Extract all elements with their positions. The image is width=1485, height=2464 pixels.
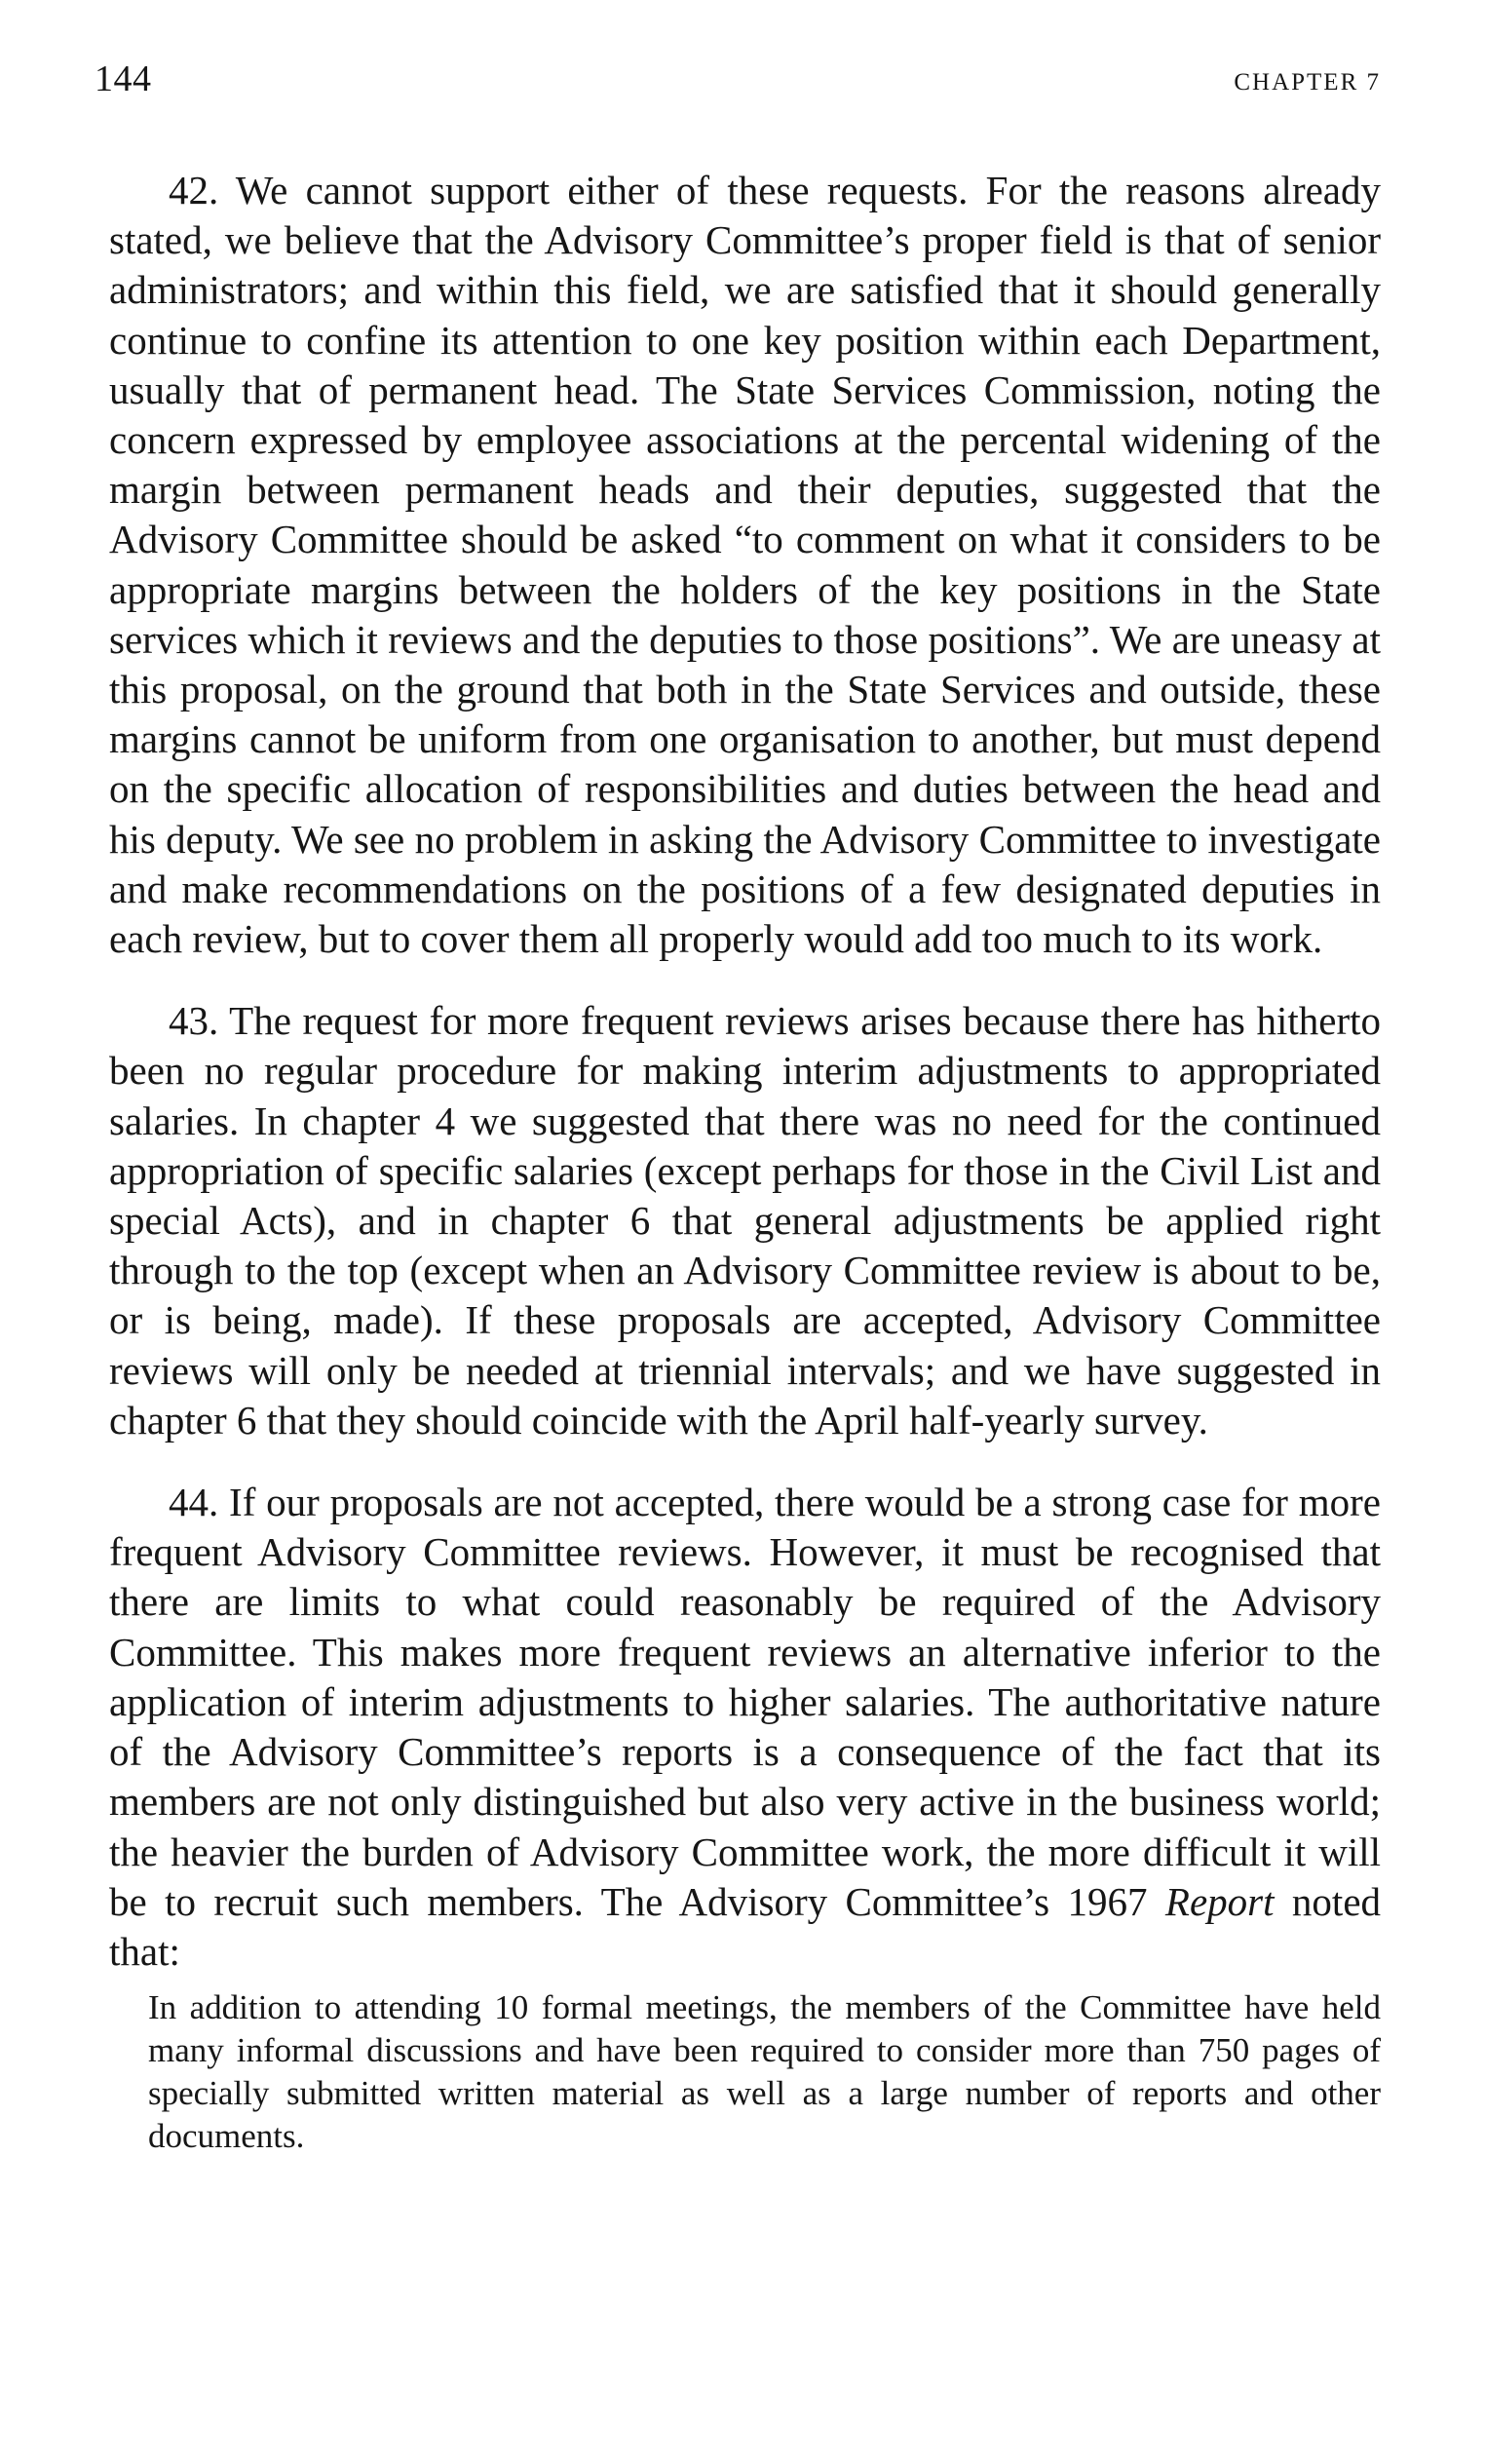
chapter-label: CHAPTER 7 <box>1234 69 1381 96</box>
paragraph-42 <box>109 166 1381 964</box>
paragraph-number: 43. <box>169 998 219 1044</box>
paragraph-number: 42. <box>169 168 219 212</box>
paragraph-43 <box>109 996 1381 1445</box>
report-title: Report <box>1164 1878 1275 1924</box>
running-head <box>95 60 1381 119</box>
paragraph-44 <box>109 1478 1381 1977</box>
paragraph-text: The request for more frequent reviews arises because there has hitherto been no regular procedure for making interim adjustments to appropriated salaries. In chapter 4 we suggested that there was no need for the continued appropriation of specific salaries (except perhaps for those in the Civil List and special Acts), and in chapter 6 that general adjustments be applied right through to the top (except when an Advisory Committee review is about to be, or is being, made). If these proposals are accepted, Advisory Committee reviews will only be needed at triennial intervals; and we have suggested in chapter 6 that they should coincide with the April half-yearly survey. <box>109 998 1382 1443</box>
body-text <box>109 166 1381 2158</box>
paragraph-text: If our proposals are not accepted, there would be a strong case for more frequent Advisory Committee reviews. However, it must be recognised that there are limits to what could reasonably be required of the Advisory Committee. This makes more frequent reviews an alternative inferior to the application of interim adjustments to higher salaries. The authoritative nature of the Advisory Committee’s reports is a consequence of the fact that its members are not only distinguished but also very active in the business world; the heavier the burden of Advisory Committee work, the more difficult it will be to recruit such members. The Advisory Committee’s 1967 <box>109 1480 1381 1924</box>
paragraph-text: We cannot support either of these requests. For the reasons already stated, we believe that the Advisory Committee’s proper field is that of senior administrators; and within this field, we are satisfied that it should generally continue to confine its attention to one key position within each Department, usually that of permanent head. The State Services Commission, noting the concern expressed by employee associations at the percental widening of the margin between permanent heads and their deputies, suggested that the Advisory Committee should be asked “to comment on what it considers to be appropriate margins between the holders of the key positions in the State services which it reviews and the deputies to those positions”. We are uneasy at this proposal, on the ground that both in the State Services and outside, these margins cannot be uniform from one organisation to another, but must depend on the specific allocation of responsibilities and duties between the head and his deputy. We see no problem in asking the Advisory Committee to investigate and make recommendations on the positions of a few designated deputies in each review, but to cover them all properly would add too much to its work. <box>109 168 1381 962</box>
page-number: 144 <box>95 58 152 99</box>
paragraph-text-end: noted that: <box>109 1878 1382 1974</box>
paragraph-number: 44. <box>169 1480 219 1525</box>
block-quote: In addition to attending 10 formal meetings, the members of the Committee have held many informal discussions and have been required to consider more than 750 pages of specially submitted written material as well as a large number of reports and other documents. <box>148 1988 1381 2156</box>
